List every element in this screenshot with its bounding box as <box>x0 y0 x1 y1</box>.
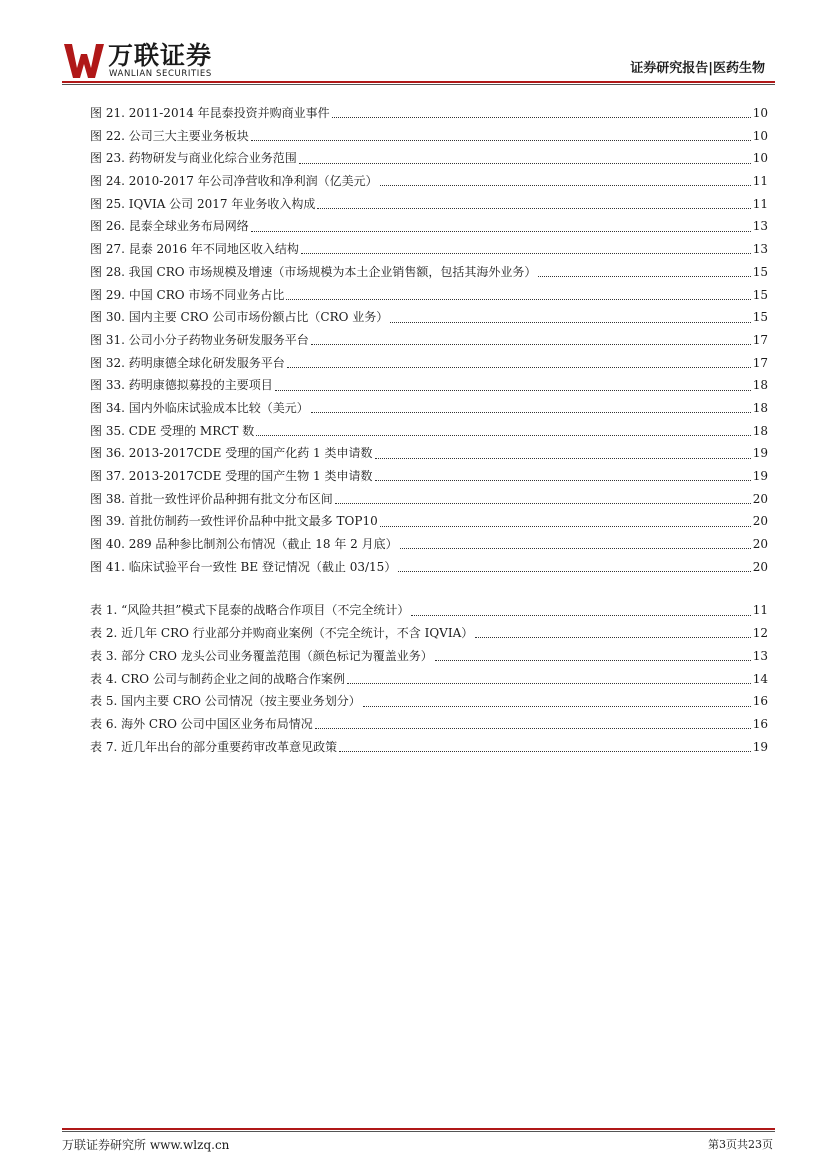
figure-entry-title: 图 38. 首批一致性评价品种拥有批文分布区间 <box>90 491 333 506</box>
dot-leader <box>363 705 751 707</box>
figure-entry[interactable] <box>90 442 768 465</box>
figure-entry-page: 20 <box>752 559 768 574</box>
figure-entry-page: 10 <box>752 106 768 120</box>
table-entry-page: 19 <box>752 739 768 754</box>
dot-leader <box>311 343 751 345</box>
figure-entry-page: 20 <box>752 537 768 552</box>
table-entry[interactable] <box>90 736 768 759</box>
figure-entry[interactable] <box>90 465 768 488</box>
figure-entry-title: 图 35. CDE 受理的 MRCT 数 <box>90 423 255 438</box>
figure-entry-page: 19 <box>752 469 768 483</box>
figure-entry[interactable] <box>90 533 768 556</box>
figure-entry-page: 15 <box>752 287 768 302</box>
dot-leader <box>475 636 750 638</box>
figure-entry[interactable] <box>90 374 768 397</box>
figure-entry-page: 15 <box>752 310 768 325</box>
dot-leader <box>380 525 751 527</box>
figure-entry-page: 18 <box>752 378 768 393</box>
figure-entry-page: 20 <box>752 514 768 529</box>
table-entry[interactable] <box>90 713 768 736</box>
figure-entry-title: 图 26. 昆泰全球业务布局网络 <box>90 219 249 234</box>
dot-leader <box>315 727 751 729</box>
dot-leader <box>398 570 750 572</box>
table-entry[interactable] <box>90 668 768 691</box>
dot-leader <box>299 162 751 164</box>
dot-leader <box>347 682 751 684</box>
dot-leader <box>256 434 750 436</box>
figure-entry-page: 13 <box>752 242 768 257</box>
figure-entry-title: 图 36. 2013-2017CDE 受理的国产化药 1 类申请数 <box>90 446 373 461</box>
dot-leader <box>400 547 751 549</box>
table-entry[interactable] <box>90 645 768 668</box>
table-entry-title: 表 2. 近几年 CRO 行业部分并购商业案例（不完全统计，不含 IQVIA） <box>90 626 474 641</box>
figure-entry-page: 10 <box>752 128 768 143</box>
figure-entry-page: 17 <box>752 332 768 347</box>
dot-leader <box>335 502 751 504</box>
table-entry-title: 表 3. 部分 CRO 龙头公司业务覆盖范围（颜色标记为覆盖业务） <box>90 648 433 663</box>
figure-list <box>90 102 768 578</box>
figure-entry[interactable] <box>90 510 768 533</box>
table-entry-page: 11 <box>752 603 768 618</box>
figure-entry-page: 11 <box>752 196 768 211</box>
page-number: 第3页共23页 <box>708 1138 773 1151</box>
table-entry-page: 12 <box>752 626 768 641</box>
figure-entry-title: 图 22. 公司三大主要业务板块 <box>90 128 249 143</box>
dot-leader <box>375 457 751 459</box>
figure-entry[interactable] <box>90 102 768 125</box>
figure-entry-page: 18 <box>752 423 768 438</box>
brand-name-cn: 万联证券 <box>108 41 213 70</box>
dot-leader <box>380 184 751 186</box>
figure-entry[interactable] <box>90 352 768 375</box>
figure-entry[interactable] <box>90 284 768 307</box>
page-header <box>0 0 827 86</box>
dot-leader <box>538 275 750 277</box>
figure-entry[interactable] <box>90 329 768 352</box>
table-list <box>90 599 768 758</box>
dot-leader <box>251 230 751 232</box>
figure-entry-title: 图 24. 2010-2017 年公司净营收和净利润（亿美元） <box>90 174 378 189</box>
figure-entry-title: 图 27. 昆泰 2016 年不同地区收入结构 <box>90 242 299 257</box>
table-entry-title: 表 5. 国内主要 CRO 公司情况（按主要业务划分） <box>90 694 361 709</box>
figure-entry[interactable] <box>90 125 768 148</box>
dot-leader <box>286 298 750 300</box>
footer-source: 万联证券研究所 www.wlzq.cn <box>62 1138 230 1152</box>
dot-leader <box>311 411 751 413</box>
dot-leader <box>287 366 751 368</box>
figure-entry-title: 图 37. 2013-2017CDE 受理的国产生物 1 类申请数 <box>90 469 373 483</box>
table-entry[interactable] <box>90 622 768 645</box>
header-divider <box>62 81 775 83</box>
table-entry-title: 表 7. 近几年出台的部分重要药审改革意见政策 <box>90 739 338 754</box>
dot-leader <box>275 389 751 391</box>
figure-entry-title: 图 39. 首批仿制药一致性评价品种中批文最多 TOP10 <box>90 514 378 529</box>
figure-entry-page: 11 <box>752 174 768 189</box>
footer-divider-thin <box>62 1131 775 1132</box>
figure-entry-page: 15 <box>752 264 768 279</box>
table-of-contents <box>90 102 768 758</box>
table-entry[interactable] <box>90 599 768 622</box>
figure-entry-title: 图 33. 药明康德拟募投的主要项目 <box>90 378 273 393</box>
dot-leader <box>301 252 751 254</box>
figure-entry-title: 图 28. 我国 CRO 市场规模及增速（市场规模为本土企业销售额，包括其海外业务） <box>90 264 537 279</box>
figure-entry-title: 图 21. 2011-2014 年昆泰投资并购商业事件 <box>90 106 330 120</box>
figure-entry-title: 图 31. 公司小分子药物业务研发服务平台 <box>90 332 309 347</box>
figure-entry-title: 图 29. 中国 CRO 市场不同业务占比 <box>90 287 285 302</box>
figure-entry[interactable] <box>90 238 768 261</box>
table-entry-page: 14 <box>752 671 768 686</box>
figure-entry-title: 图 40. 289 品种参比制剂公布情况（截止 18 年 2 月底） <box>90 537 398 552</box>
brand-name-en: WANLIAN SECURITIES <box>109 69 212 79</box>
figure-entry[interactable] <box>90 261 768 284</box>
figure-entry-page: 10 <box>752 151 768 166</box>
dot-leader <box>375 479 751 481</box>
dot-leader <box>435 659 751 661</box>
wanlian-logo-icon <box>64 44 104 78</box>
dot-leader <box>390 321 750 323</box>
table-entry-title: 表 1. “风险共担”模式下昆泰的战略合作项目（不完全统计） <box>90 603 410 618</box>
figure-entry[interactable] <box>90 170 768 193</box>
figure-entry-page: 18 <box>752 400 768 415</box>
figure-entry-title: 图 25. IQVIA 公司 2017 年业务收入构成 <box>90 196 316 211</box>
figure-entry[interactable] <box>90 556 768 579</box>
figure-entry[interactable] <box>90 215 768 238</box>
figure-entry[interactable] <box>90 488 768 511</box>
dot-leader <box>411 614 750 616</box>
figure-entry[interactable] <box>90 397 768 420</box>
figure-entry-page: 13 <box>752 219 768 234</box>
table-entry-page: 16 <box>752 716 768 731</box>
table-entry-title: 表 6. 海外 CRO 公司中国区业务布局情况 <box>90 716 313 731</box>
dot-leader <box>339 750 751 752</box>
dot-leader <box>332 116 751 118</box>
table-entry-page: 13 <box>752 648 768 663</box>
figure-entry-title: 图 34. 国内外临床试验成本比较（美元） <box>90 400 309 415</box>
figure-entry-page: 19 <box>752 446 768 461</box>
figure-entry[interactable] <box>90 147 768 170</box>
figure-entry-title: 图 41. 临床试验平台一致性 BE 登记情况（截止 03/15） <box>90 559 397 574</box>
figure-entry[interactable] <box>90 193 768 216</box>
table-entry[interactable] <box>90 690 768 713</box>
header-divider-thin <box>62 84 775 85</box>
figure-entry[interactable] <box>90 306 768 329</box>
figure-entry-title: 图 30. 国内主要 CRO 公司市场份额占比（CRO 业务） <box>90 310 389 325</box>
dot-leader <box>251 139 751 141</box>
table-entry-title: 表 4. CRO 公司与制药企业之间的战略合作案例 <box>90 671 345 686</box>
figure-entry-title: 图 23. 药物研发与商业化综合业务范围 <box>90 151 297 166</box>
dot-leader <box>317 207 750 209</box>
figure-entry[interactable] <box>90 420 768 443</box>
table-entry-page: 16 <box>752 694 768 709</box>
figure-entry-page: 17 <box>752 355 768 370</box>
footer-divider <box>62 1128 775 1130</box>
report-category: 证券研究报告|医药生物 <box>630 61 765 76</box>
figure-entry-page: 20 <box>752 491 768 506</box>
figure-entry-title: 图 32. 药明康德全球化研发服务平台 <box>90 355 285 370</box>
